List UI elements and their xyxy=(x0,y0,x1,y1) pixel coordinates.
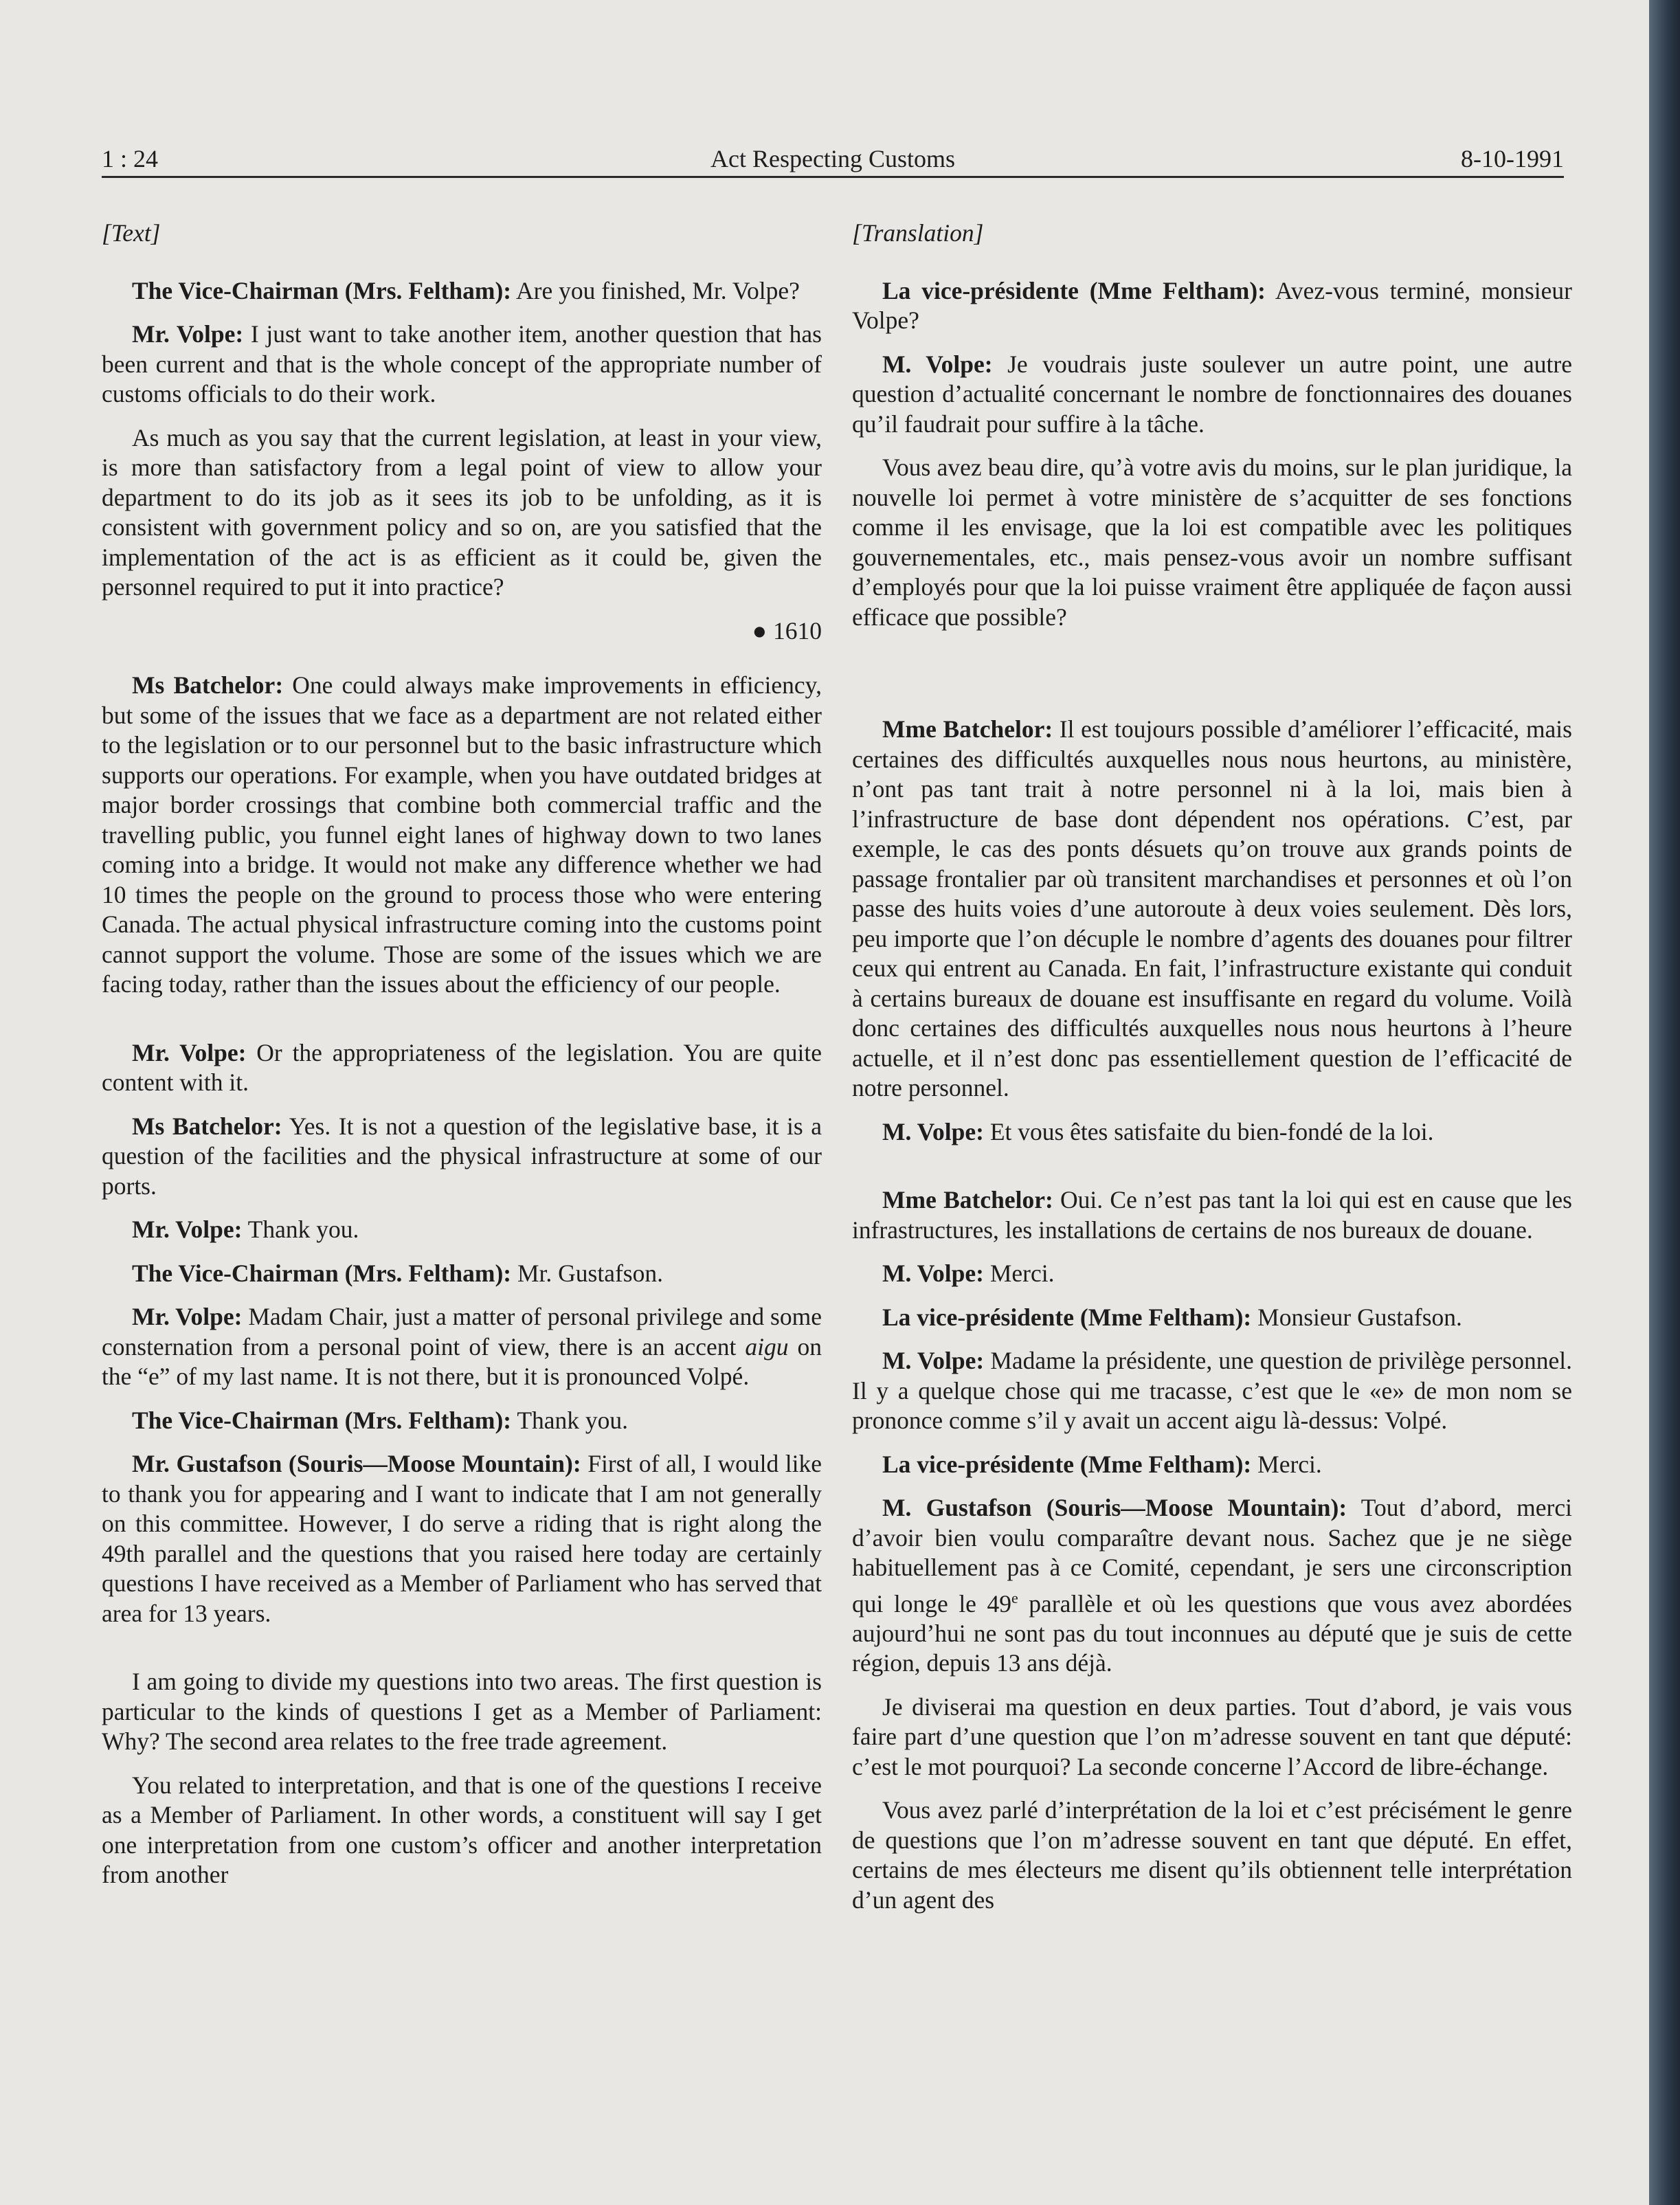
paragraph: M. Volpe: Et vous êtes satisfaite du bien-fondé de la loi. xyxy=(882,1117,1434,1145)
paragraph: The Vice-Chairman (Mrs. Feltham): Are you finished, Mr. Volpe? xyxy=(132,276,800,304)
page-number: 1 : 24 xyxy=(102,145,159,172)
column-label: [Translation] xyxy=(852,219,984,247)
speaker: Mr. Volpe: xyxy=(132,320,244,348)
speaker: Mme Batchelor: xyxy=(882,1186,1053,1213)
paragraph: Mr. Volpe: Madam Chair, just a matter of personal privilege and some consternation from a personal point of view, there is an accent aigu on the “e” of my last name. It is not there, but it is pronounced Volpé. xyxy=(102,1303,822,1390)
paragraph: La vice-présidente (Mme Feltham): Avez-vous terminé, monsieur Volpe? xyxy=(852,276,1572,334)
paragraph: M. Volpe: Je voudrais juste soulever un autre point, une autre question d’actualité concernant le nombre de fonctionnaires des douanes qu’il faudrait pour suffire à la tâche. xyxy=(852,350,1572,438)
paragraph: The Vice-Chairman (Mrs. Feltham): Thank you. xyxy=(132,1406,629,1434)
paragraph: Mme Batchelor: Oui. Ce n’est pas tant la loi qui est en cause que les infrastructures, les installations de certains de nos bureaux de douane. xyxy=(852,1186,1572,1244)
paragraph: I am going to divide my questions into two areas. The first question is particular to the kinds of questions I get as a Member of Parliament: Why? The second area relates to the free trade agreement. xyxy=(102,1668,822,1755)
paragraph: M. Gustafson (Souris—Moose Mountain): Tout d’abord, merci d’avoir bien voulu comparaître devant nous. Sachez que je ne siège habituellement pas à ce Comité, cependant, je sers une circonscription qui longe le 49e parallèle et où les questions que vous avez abordées aujourd’hui ne sont pas du tout inconnues au député que je suis de cette région, depuis 13 ans déjà. xyxy=(852,1494,1572,1677)
column-label: [Text] xyxy=(102,219,161,247)
speaker: Mr. Gustafson (Souris—Moose Mountain): xyxy=(132,1450,581,1477)
paragraph: Ms Batchelor: One could always make improvements in efficiency, but some of the issues that we face as a department are not related either to the legislation or to our personnel but to the basic infrastructure which supports our operations. For example, when you have outdated bridges at major border crossings that combine both commercial traffic and the travelling public, you funnel eight lanes of highway down to two lanes coming into a bridge. It would not make any difference whether we had 10 times the people on the ground to process those who were entering Canada. The actual physical infrastructure coming into the customs point cannot support the volume. Those are some of the issues which we are facing today, rather than the issues about the efficiency of our people. xyxy=(102,671,822,998)
paragraph: Ms Batchelor: Yes. It is not a question of the legislative base, it is a question of the facilities and the physical infrastructure at some of our ports. xyxy=(102,1112,822,1200)
speaker: La vice-présidente (Mme Feltham): xyxy=(882,276,1266,304)
timestamp: ● 1610 xyxy=(752,616,822,645)
speaker: Mme Batchelor: xyxy=(882,715,1053,743)
speaker: M. Volpe: xyxy=(882,350,993,378)
speaker: M. Volpe: xyxy=(882,1117,984,1145)
paragraph: M. Volpe: Merci. xyxy=(882,1260,1055,1287)
paragraph: Vous avez beau dire, qu’à votre avis du moins, sur le plan juridique, la nouvelle loi permet à votre ministère de s’acquitter de ses fonctions comme il les envisage, que la loi est compatible avec les politiques gouvernementales, etc., mais pensez-vous avoir un nombre suffisant d’employés pour que la loi puisse vraiment être appliquée de façon aussi efficace que possible? xyxy=(852,454,1572,631)
header-rule xyxy=(102,176,1564,178)
paragraph: Mr. Volpe: I just want to take another item, another question that has been current and that is the whole concept of the appropriate number of customs officials to do their work. xyxy=(102,320,822,407)
running-header xyxy=(102,141,1564,177)
paragraph: Mme Batchelor: Il est toujours possible d’améliorer l’efficacité, mais certaines des difficultés auxquelles nous nous heurtons, au ministère, n’ont pas tant trait à notre personnel ni à la loi, mais bien à l’infrastructure de base dont dépendent nos opérations. C’est, par exemple, le cas des ponts désuets qu’on trouve aux grands points de passage frontalier par où transitent marchandises et personnes et où l’on passe des huits voies d’une autoroute à deux voies seulement. Dès lors, peu importe que l’on décuple le nombre d’agents des douanes pour filtrer ceux qui entrent au Canada. En fait, l’infrastructure existante qui conduit à certains bureaux de douane est insuffisante en regard du volume. Voilà donc certaines des difficultés auxquelles nous nous heurtons à l’heure actuelle, et il n’est donc pas essentiellement question de l’efficacité de notre personnel. xyxy=(852,715,1572,1101)
french-column xyxy=(852,219,1572,1929)
speaker: La vice-présidente (Mme Feltham): xyxy=(882,1450,1252,1478)
speaker: The Vice-Chairman (Mrs. Feltham): xyxy=(132,276,512,304)
english-column xyxy=(102,219,822,1904)
speaker: La vice-présidente (Mme Feltham): xyxy=(882,1303,1252,1331)
paragraph: You related to interpretation, and that is one of the questions I receive as a Member of Parliament. In other words, a constituent will say I get one interpretation from one custom’s officer and another interpretation from another xyxy=(102,1771,822,1888)
paragraph: As much as you say that the current legislation, at least in your view, is more than satisfactory from a legal point of view to allow your department to do its job as it sees its job to be unfolding, as it is consistent with government policy and so on, are you satisfied that the implementation of the act is as efficient as it could be, given the personnel required to put it into practice? xyxy=(102,423,822,601)
document-title: Act Respecting Customs xyxy=(710,145,955,172)
speaker: The Vice-Chairman (Mrs. Feltham): xyxy=(132,1259,512,1287)
paragraph: La vice-présidente (Mme Feltham): Monsieur Gustafson. xyxy=(882,1303,1462,1331)
paragraph: Mr. Gustafson (Souris—Moose Mountain): First of all, I would like to thank you for appearing and I want to indicate that I am not generally on this committee. However, I do serve a riding that is right along the 49th parallel and the questions that you raised here today are certainly questions I have received as a Member of Parliament who has served that area for 13 years. xyxy=(102,1450,822,1627)
speaker: Ms Batchelor: xyxy=(132,1112,282,1140)
book-edge xyxy=(1649,0,1680,2205)
speaker: Mr. Volpe: xyxy=(132,1038,247,1066)
speaker: Mr. Volpe: xyxy=(132,1303,243,1330)
speaker: M. Gustafson (Souris—Moose Mountain): xyxy=(882,1494,1347,1521)
speaker: Mr. Volpe: xyxy=(132,1216,243,1243)
paragraph: Mr. Volpe: Or the appropriateness of the legislation. You are quite content with it. xyxy=(102,1038,822,1096)
header-date: 8-10-1991 xyxy=(1461,145,1564,172)
speaker: M. Volpe: xyxy=(882,1347,985,1374)
speaker: M. Volpe: xyxy=(882,1260,984,1287)
paragraph: Vous avez parlé d’interprétation de la loi et c’est précisément le genre de questions que l’on m’adresse souvent en tant que député. En effet, certains de mes électeurs me disent qu’ils obtiennent telle interprétation d’un agent des xyxy=(852,1796,1572,1914)
speaker: The Vice-Chairman (Mrs. Feltham): xyxy=(132,1406,512,1434)
paragraph: M. Volpe: Madame la présidente, une question de privilège personnel. Il y a quelque chose qui me tracasse, c’est que le «e» de mon nom se prononce comme s’il y avait un accent aigu là-dessus: Volpé. xyxy=(852,1347,1572,1434)
paragraph: La vice-présidente (Mme Feltham): Merci. xyxy=(882,1450,1322,1478)
paragraph: Mr. Volpe: Thank you. xyxy=(132,1216,359,1243)
speaker: Ms Batchelor: xyxy=(132,671,284,699)
paragraph: Je diviserai ma question en deux parties. Tout d’abord, je vais vous faire part d’une question que l’on m’adresse souvent en tant que député: c’est le mot pourquoi? La seconde concerne l’Accord de libre-échange. xyxy=(852,1692,1572,1780)
paragraph: The Vice-Chairman (Mrs. Feltham): Mr. Gustafson. xyxy=(132,1259,663,1287)
